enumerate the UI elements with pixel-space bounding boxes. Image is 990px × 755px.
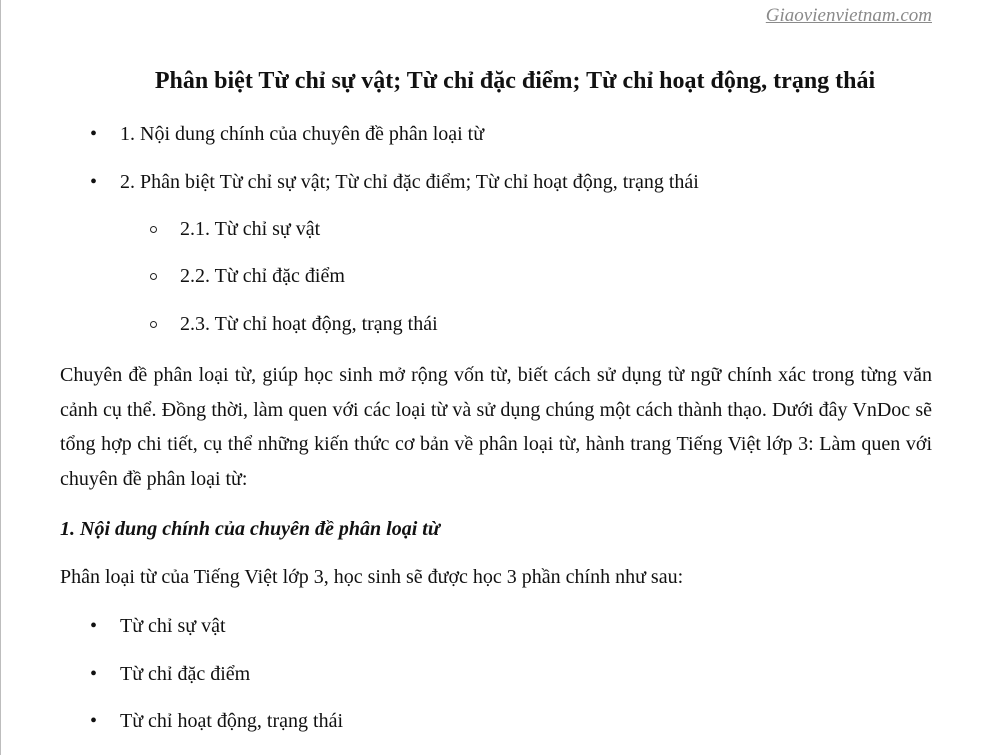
toc-subitem-label: 2.2. Từ chỉ đặc điểm: [180, 265, 345, 287]
toc-subitem-label: 2.3. Từ chỉ hoạt động, trạng thái: [180, 313, 438, 335]
toc-subitem[interactable]: [60, 264, 932, 288]
toc-item[interactable]: [60, 170, 932, 194]
bullet-icon: •: [90, 171, 98, 193]
section-heading: 1. Nội dung chính của chuyên đề phân loại từ: [60, 518, 440, 540]
list-item-label: Từ chỉ hoạt động, trạng thái: [120, 710, 344, 732]
toc-subitem-label: 2.1. Từ chỉ sự vật: [180, 218, 321, 240]
bullet-icon: •: [90, 123, 98, 145]
document-title: Phân biệt Từ chỉ sự vật; Từ chỉ đặc điểm; Từ chỉ hoạt động, trạng thái: [154, 68, 876, 94]
toc-subitem[interactable]: [60, 312, 932, 336]
section-lead-text: Phân loại từ của Tiếng Việt lớp 3, học sinh sẽ được học 3 phần chính như sau:: [60, 566, 684, 588]
site-watermark: Giaovienvietnam.com: [765, 5, 932, 26]
intro-paragraph: Chuyên đề phân loại từ, giúp học sinh mở rộng vốn từ, biết cách sử dụng từ ngữ chính xác trong từng văn cảnh cụ thể. Đồng thời, làm quen với các loại từ và sử dụng chúng một cách thành thạo. Dưới đây VnDoc sẽ tổng hợp chi tiết, cụ thể những kiến thức cơ bản về phân loại từ, hành trang Tiếng Việt lớp 3: Làm quen với chuyên đề phân loại từ:: [60, 364, 932, 490]
list-item-label: Từ chỉ đặc điểm: [120, 663, 251, 685]
word-type-list: [60, 614, 932, 733]
bullet-icon: •: [90, 710, 98, 732]
bullet-icon: •: [90, 615, 98, 637]
toc-item-label: 1. Nội dung chính của chuyên đề phân loại từ: [120, 123, 485, 145]
table-of-contents: [60, 122, 932, 336]
circle-bullet-icon: [150, 321, 157, 328]
list-item: [60, 709, 932, 733]
bullet-icon: •: [90, 663, 98, 685]
circle-bullet-icon: [150, 226, 157, 233]
toc-item[interactable]: [60, 122, 932, 146]
page-left-edge: [0, 0, 1, 755]
toc-subitem[interactable]: [60, 217, 932, 241]
list-item: [60, 662, 932, 686]
list-item-label: Từ chỉ sự vật: [120, 615, 226, 637]
circle-bullet-icon: [150, 273, 157, 280]
list-item: [60, 614, 932, 638]
toc-item-label: 2. Phân biệt Từ chỉ sự vật; Từ chỉ đặc điểm; Từ chỉ hoạt động, trạng thái: [120, 171, 699, 193]
